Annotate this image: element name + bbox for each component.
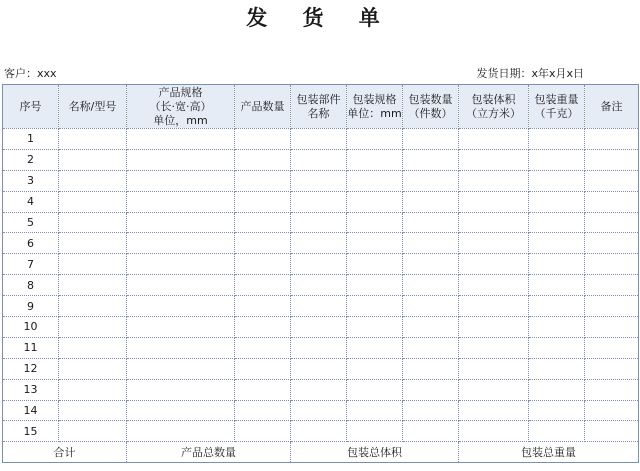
table-cell[interactable] xyxy=(459,149,529,170)
header-package-weight: 包装重量 （千克） xyxy=(529,85,585,129)
row-number: 9 xyxy=(3,296,59,317)
table-cell[interactable] xyxy=(291,317,347,338)
table-cell[interactable] xyxy=(291,400,347,421)
row-number: 15 xyxy=(3,421,59,442)
table-cell[interactable] xyxy=(127,317,235,338)
table-cell[interactable] xyxy=(59,317,127,338)
header-package-part: 包装部件 名称 xyxy=(291,85,347,129)
table-cell[interactable] xyxy=(585,191,639,212)
table-cell[interactable] xyxy=(235,129,291,150)
table-cell[interactable] xyxy=(235,149,291,170)
table-cell[interactable] xyxy=(59,421,127,442)
table-cell[interactable] xyxy=(127,358,235,379)
table-cell[interactable] xyxy=(529,358,585,379)
table-cell[interactable] xyxy=(59,358,127,379)
table-cell[interactable] xyxy=(59,379,127,400)
table-cell[interactable] xyxy=(403,254,459,275)
table-cell[interactable] xyxy=(403,275,459,296)
table-row xyxy=(3,337,639,358)
header-product-spec: 产品规格 （长·宽·高） 单位，mm xyxy=(127,85,235,129)
row-number: 11 xyxy=(3,337,59,358)
table-row xyxy=(3,149,639,170)
row-number: 6 xyxy=(3,233,59,254)
table-cell[interactable] xyxy=(127,275,235,296)
total-weight-label: 包装总重量 xyxy=(459,442,639,463)
table-cell[interactable] xyxy=(59,149,127,170)
header-serial: 序号 xyxy=(3,85,59,129)
table-body xyxy=(3,129,639,463)
table-cell[interactable] xyxy=(529,212,585,233)
table-cell[interactable] xyxy=(127,191,235,212)
table-cell[interactable] xyxy=(127,400,235,421)
row-number: 13 xyxy=(3,379,59,400)
table-row xyxy=(3,212,639,233)
table-cell[interactable] xyxy=(127,149,235,170)
table-cell[interactable] xyxy=(459,129,529,150)
table-row xyxy=(3,379,639,400)
table-cell[interactable] xyxy=(529,233,585,254)
table-cell[interactable] xyxy=(235,254,291,275)
table-cell[interactable] xyxy=(459,400,529,421)
table-cell[interactable] xyxy=(459,212,529,233)
table-cell[interactable] xyxy=(235,212,291,233)
table-cell[interactable] xyxy=(59,129,127,150)
table-cell[interactable] xyxy=(59,296,127,317)
header-package-count: 包装数量 （件数） xyxy=(403,85,459,129)
row-number: 8 xyxy=(3,275,59,296)
table-cell[interactable] xyxy=(347,337,403,358)
row-number: 12 xyxy=(3,358,59,379)
table-cell[interactable] xyxy=(459,421,529,442)
table-cell[interactable] xyxy=(59,337,127,358)
total-sum-label: 合计 xyxy=(3,442,127,463)
table-cell[interactable] xyxy=(127,212,235,233)
table-cell[interactable] xyxy=(347,296,403,317)
table-cell[interactable] xyxy=(403,400,459,421)
table-cell[interactable] xyxy=(347,379,403,400)
table-cell[interactable] xyxy=(127,421,235,442)
table-cell[interactable] xyxy=(529,149,585,170)
table-cell[interactable] xyxy=(291,212,347,233)
table-cell[interactable] xyxy=(459,233,529,254)
table-cell[interactable] xyxy=(347,233,403,254)
table-cell[interactable] xyxy=(403,212,459,233)
table-cell[interactable] xyxy=(529,317,585,338)
header-package-volume: 包装体积 （立方米） xyxy=(459,85,529,129)
table-cell[interactable] xyxy=(585,170,639,191)
table-cell[interactable] xyxy=(235,275,291,296)
table-cell[interactable] xyxy=(403,358,459,379)
table-cell[interactable] xyxy=(459,254,529,275)
table-cell[interactable] xyxy=(585,149,639,170)
table-cell[interactable] xyxy=(291,233,347,254)
table-cell[interactable] xyxy=(347,421,403,442)
row-number: 7 xyxy=(3,254,59,275)
table-cell[interactable] xyxy=(347,191,403,212)
table-cell[interactable] xyxy=(291,254,347,275)
table-cell[interactable] xyxy=(59,233,127,254)
table-cell[interactable] xyxy=(127,170,235,191)
row-number: 5 xyxy=(3,212,59,233)
table-cell[interactable] xyxy=(403,296,459,317)
table-cell[interactable] xyxy=(291,129,347,150)
table-cell[interactable] xyxy=(403,233,459,254)
table-cell[interactable] xyxy=(291,358,347,379)
table-cell[interactable] xyxy=(291,296,347,317)
customer-label: 客户：xxx xyxy=(4,67,57,80)
table-cell[interactable] xyxy=(127,254,235,275)
table-cell[interactable] xyxy=(585,421,639,442)
table-cell[interactable] xyxy=(459,296,529,317)
table-cell[interactable] xyxy=(235,317,291,338)
table-cell[interactable] xyxy=(291,170,347,191)
table-cell[interactable] xyxy=(529,254,585,275)
table-cell[interactable] xyxy=(347,129,403,150)
table-cell[interactable] xyxy=(127,379,235,400)
header-remarks: 备注 xyxy=(585,85,639,129)
table-cell[interactable] xyxy=(235,400,291,421)
table-cell[interactable] xyxy=(529,170,585,191)
table-cell[interactable] xyxy=(529,379,585,400)
table-row xyxy=(3,129,639,150)
table-cell[interactable] xyxy=(347,212,403,233)
table-cell[interactable] xyxy=(529,191,585,212)
table-row xyxy=(3,421,639,442)
table-row xyxy=(3,254,639,275)
table-cell[interactable] xyxy=(585,358,639,379)
header-name-model: 名称/型号 xyxy=(59,85,127,129)
table-cell[interactable] xyxy=(403,191,459,212)
table-cell[interactable] xyxy=(585,317,639,338)
table-cell[interactable] xyxy=(59,254,127,275)
table-cell[interactable] xyxy=(291,421,347,442)
table-cell[interactable] xyxy=(235,296,291,317)
ship-date-label: 发货日期：x年x月x日 xyxy=(476,67,584,80)
table-cell[interactable] xyxy=(235,233,291,254)
table-cell[interactable] xyxy=(347,170,403,191)
table-cell[interactable] xyxy=(291,337,347,358)
table-cell[interactable] xyxy=(403,421,459,442)
table-cell[interactable] xyxy=(235,170,291,191)
table-cell[interactable] xyxy=(347,358,403,379)
table-cell[interactable] xyxy=(59,170,127,191)
row-number: 14 xyxy=(3,400,59,421)
table-cell[interactable] xyxy=(347,254,403,275)
table-cell[interactable] xyxy=(459,191,529,212)
total-product-qty-label: 产品总数量 xyxy=(127,442,291,463)
table-cell[interactable] xyxy=(585,400,639,421)
table-cell[interactable] xyxy=(127,129,235,150)
table-cell[interactable] xyxy=(459,275,529,296)
table-cell[interactable] xyxy=(291,191,347,212)
table-row xyxy=(3,170,639,191)
table-cell[interactable] xyxy=(59,275,127,296)
row-number: 1 xyxy=(3,129,59,150)
total-volume-label: 包装总体积 xyxy=(291,442,459,463)
table-cell[interactable] xyxy=(127,296,235,317)
table-cell[interactable] xyxy=(529,296,585,317)
table-cell[interactable] xyxy=(291,379,347,400)
header-row xyxy=(3,85,639,129)
header-package-spec: 包装规格 单位：mm xyxy=(347,85,403,129)
table-cell[interactable] xyxy=(347,400,403,421)
row-number: 10 xyxy=(3,317,59,338)
table-row xyxy=(3,400,639,421)
table-cell[interactable] xyxy=(403,129,459,150)
table-cell[interactable] xyxy=(529,400,585,421)
totals-row xyxy=(3,442,639,463)
table-cell[interactable] xyxy=(235,337,291,358)
table-cell[interactable] xyxy=(459,170,529,191)
table-cell[interactable] xyxy=(459,337,529,358)
table-cell[interactable] xyxy=(403,149,459,170)
table-cell[interactable] xyxy=(529,129,585,150)
table-cell[interactable] xyxy=(127,233,235,254)
page-title: 发 货 单 xyxy=(246,6,394,30)
table-cell[interactable] xyxy=(235,379,291,400)
table-cell[interactable] xyxy=(347,275,403,296)
table-cell[interactable] xyxy=(459,317,529,338)
table-cell[interactable] xyxy=(291,275,347,296)
row-number: 2 xyxy=(3,149,59,170)
table-cell[interactable] xyxy=(585,296,639,317)
table-row xyxy=(3,296,639,317)
table-cell[interactable] xyxy=(291,149,347,170)
table-cell[interactable] xyxy=(585,379,639,400)
table-cell[interactable] xyxy=(585,275,639,296)
table-cell[interactable] xyxy=(529,421,585,442)
table-cell[interactable] xyxy=(403,170,459,191)
table-cell[interactable] xyxy=(235,358,291,379)
table-row xyxy=(3,358,639,379)
table-cell[interactable] xyxy=(235,421,291,442)
table-cell[interactable] xyxy=(59,212,127,233)
table-cell[interactable] xyxy=(59,191,127,212)
header-product-qty: 产品数量 xyxy=(235,85,291,129)
table-cell[interactable] xyxy=(403,379,459,400)
table-row xyxy=(3,191,639,212)
table-cell[interactable] xyxy=(585,129,639,150)
table-row xyxy=(3,317,639,338)
table-cell[interactable] xyxy=(529,275,585,296)
table-cell[interactable] xyxy=(585,212,639,233)
table-cell[interactable] xyxy=(585,254,639,275)
table-cell[interactable] xyxy=(403,337,459,358)
table-cell[interactable] xyxy=(235,191,291,212)
shipping-table xyxy=(2,84,639,463)
row-number: 4 xyxy=(3,191,59,212)
table-row xyxy=(3,275,639,296)
table-cell[interactable] xyxy=(347,317,403,338)
table-cell[interactable] xyxy=(459,358,529,379)
table-cell[interactable] xyxy=(529,337,585,358)
table-cell[interactable] xyxy=(585,233,639,254)
table-cell[interactable] xyxy=(459,379,529,400)
table-cell[interactable] xyxy=(585,337,639,358)
table-cell[interactable] xyxy=(403,317,459,338)
table-cell[interactable] xyxy=(59,400,127,421)
table-row xyxy=(3,233,639,254)
table-cell[interactable] xyxy=(347,149,403,170)
row-number: 3 xyxy=(3,170,59,191)
table-cell[interactable] xyxy=(127,337,235,358)
